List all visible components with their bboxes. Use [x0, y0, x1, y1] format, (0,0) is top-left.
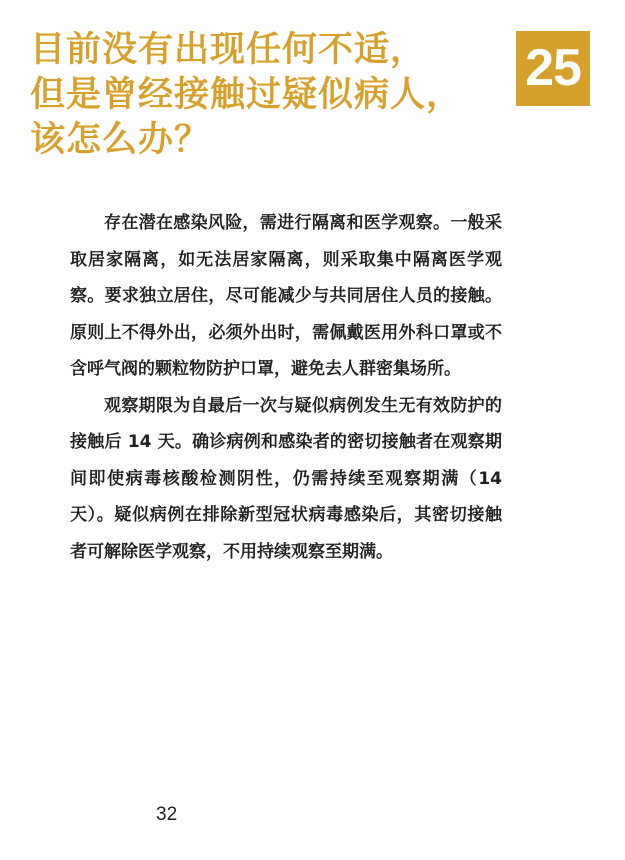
body-text — [70, 205, 502, 570]
title-line-3: 该怎么办？ — [30, 120, 211, 160]
question-number-badge: 25 — [516, 31, 590, 106]
page-title — [30, 28, 500, 163]
title-line-1: 目前没有出现任何不适， — [30, 30, 427, 70]
page-number: 32 — [156, 804, 178, 825]
title-line-2: 但是曾经接触过疑似病人， — [30, 75, 463, 115]
paragraph-1: 存在潜在感染风险，需进行隔离和医学观察。一般采取居家隔离，如无法居家隔离，则采取集中隔离医学观察。要求独立居住，尽可能减少与共同居住人员的接触。原则上不得外出，必须外出时，需佩戴医用外科口罩或不含呼气阀的颗粒物防护口罩，避免去人群密集场所。 — [70, 213, 502, 379]
paragraph-2: 观察期限为自最后一次与疑似病例发生无有效防护的接触后 14 天。确诊病例和感染者的密切接触者在观察期间即使病毒核酸检测阴性，仍需持续至观察期满（14 天）。疑似病例在排除新型冠状病毒感染后，其密切接触者可解除医学观察，不用持续观察至期满。 — [70, 395, 502, 562]
